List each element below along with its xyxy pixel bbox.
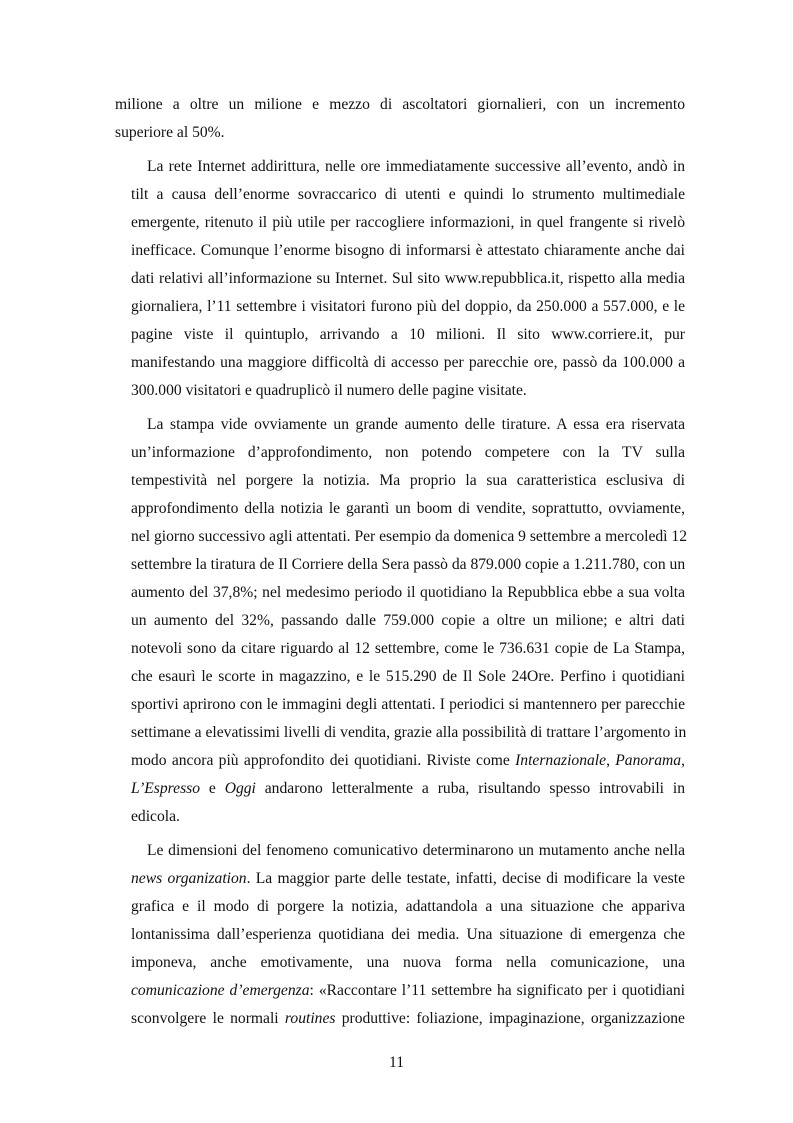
paragraph xyxy=(115,91,685,147)
text-run: , xyxy=(606,752,616,769)
text-line xyxy=(115,719,685,747)
text-run: tempestività nel porgere la notizia. Ma proprio la sua caratteristica esclusiva di xyxy=(131,472,685,489)
text-line xyxy=(115,349,685,377)
text-line xyxy=(115,691,685,719)
text-line xyxy=(115,237,685,265)
text-run: lontanissima dall’esperienza quotidiana dei media. Una situazione di emergenza che xyxy=(131,926,685,943)
text-run: manifestando una maggiore difficoltà di accesso per parecchie ore, passò da 100.000 a xyxy=(131,354,685,371)
paragraph xyxy=(115,153,685,405)
text-line xyxy=(115,377,685,405)
text-line xyxy=(115,1005,685,1033)
text-run: . La maggior parte delle testate, infatti, decise di modificare la veste xyxy=(246,870,685,887)
text-run: imponeva, anche emotivamente, una nuova forma nella comunicazione, una xyxy=(131,954,685,971)
text-run: superiore al 50%. xyxy=(115,124,225,141)
text-line xyxy=(115,265,685,293)
text-run: nel giorno successivo agli attentati. Per esempio da domenica 9 settembre a mercoledì 12 xyxy=(131,528,687,545)
text-run: settimane a elevatissimi livelli di vendita, grazie alla possibilità di trattare l’argomento in xyxy=(131,724,687,741)
italic-text: Oggi xyxy=(224,780,256,797)
text-run: giornaliera, l’11 settembre i visitatori furono più del doppio, da 250.000 a 557.000, e le xyxy=(131,298,685,315)
text-line xyxy=(115,293,685,321)
italic-text: news organization xyxy=(131,870,247,887)
text-run: grafica e il modo di porgere la notizia, adattandola a una situazione che appariva xyxy=(131,898,685,915)
text-run: dati relativi all’informazione su Internet. Sul sito www.repubblica.it, rispetto alla media xyxy=(131,270,685,287)
text-line xyxy=(115,747,685,775)
text-line xyxy=(115,921,685,949)
paragraph xyxy=(115,411,685,831)
text-line xyxy=(115,495,685,523)
text-run: inefficace. Comunque l’enorme bisogno di informarsi è attestato chiaramente anche dai xyxy=(131,242,685,259)
text-run: La rete Internet addirittura, nelle ore immediatamente successive all’evento, andò in xyxy=(147,158,685,175)
text-line xyxy=(115,321,685,349)
text-run: pagine viste il quintuplo, arrivando a 10 milioni. Il sito www.corriere.it, pur xyxy=(131,326,685,343)
text-line xyxy=(115,467,685,495)
text-run: edicola. xyxy=(131,808,180,825)
text-line xyxy=(115,893,685,921)
text-line xyxy=(115,209,685,237)
text-run: e xyxy=(200,780,225,797)
text-run: aumento del 37,8%; nel medesimo periodo il quotidiano la Repubblica ebbe a sua volta xyxy=(131,584,685,601)
text-line xyxy=(115,837,685,865)
text-line xyxy=(115,635,685,663)
text-run: produttive: foliazione, impaginazione, organizzazione xyxy=(335,1010,685,1027)
italic-text: Panorama xyxy=(615,752,682,769)
text-run: emergente, ritenuto il più utile per raccogliere informazioni, in quel frangente si rivelò xyxy=(131,214,685,231)
text-line xyxy=(115,181,685,209)
text-run: sportivi aprirono con le immagini degli attentati. I periodici si mantennero per parecchie xyxy=(131,696,685,713)
italic-text: comunicazione d’emergenza xyxy=(131,982,310,999)
text-line xyxy=(115,439,685,467)
text-run: tilt a causa dell’enorme sovraccarico di utenti e quindi lo strumento multimediale xyxy=(131,186,685,203)
paragraph xyxy=(115,837,685,1033)
text-run: 300.000 visitatori e quadruplicò il numero delle pagine visitate. xyxy=(131,382,527,399)
text-line xyxy=(115,663,685,691)
text-line xyxy=(115,775,685,803)
text-line xyxy=(115,977,685,1005)
text-run: milione a oltre un milione e mezzo di ascoltatori giornalieri, con un incremento xyxy=(115,96,685,113)
text-run: modo ancora più approfondito dei quotidiani. Riviste come xyxy=(131,752,516,769)
text-run: un’informazione d’approfondimento, non potendo competere con la TV sulla xyxy=(131,444,685,461)
text-line xyxy=(115,119,685,147)
text-line xyxy=(115,579,685,607)
italic-text: routines xyxy=(284,1010,336,1027)
text-line xyxy=(115,949,685,977)
text-run: sconvolgere le normali xyxy=(131,1010,285,1027)
text-run: approfondimento della notizia le garantì un boom di vendite, soprattutto, ovviamente, xyxy=(131,500,685,517)
italic-text: Internazionale xyxy=(515,752,607,769)
text-line xyxy=(115,865,685,893)
text-run: Le dimensioni del fenomeno comunicativo determinarono un mutamento anche nella xyxy=(147,842,685,859)
italic-text: L’Espresso xyxy=(131,780,201,797)
text-run: settembre la tiratura de Il Corriere della Sera passò da 879.000 copie a 1.211.780, con un xyxy=(131,556,686,573)
text-run: andarono letteralmente a ruba, risultando spesso introvabili in xyxy=(255,780,685,797)
text-run: un aumento del 32%, passando dalle 759.000 copie a oltre un milione; e altri dati xyxy=(131,612,685,629)
text-run: : «Raccontare l’11 settembre ha significato per i quotidiani xyxy=(309,982,685,999)
text-line xyxy=(115,411,685,439)
text-line xyxy=(115,523,685,551)
text-line xyxy=(115,607,685,635)
text-run: La stampa vide ovviamente un grande aumento delle tirature. A essa era riservata xyxy=(147,416,685,433)
text-run: notevoli sono da citare riguardo al 12 settembre, come le 736.631 copie de La Stampa, xyxy=(131,640,685,657)
page-number: 11 xyxy=(388,1054,404,1071)
text-run: che esaurì le scorte in magazzino, e le 515.290 de Il Sole 24Ore. Perfino i quotidiani xyxy=(131,668,685,685)
text-line xyxy=(115,91,685,119)
text-run: , xyxy=(681,752,686,769)
text-line xyxy=(115,551,685,579)
text-line xyxy=(115,803,685,831)
document-body xyxy=(115,91,685,1039)
text-line xyxy=(115,153,685,181)
